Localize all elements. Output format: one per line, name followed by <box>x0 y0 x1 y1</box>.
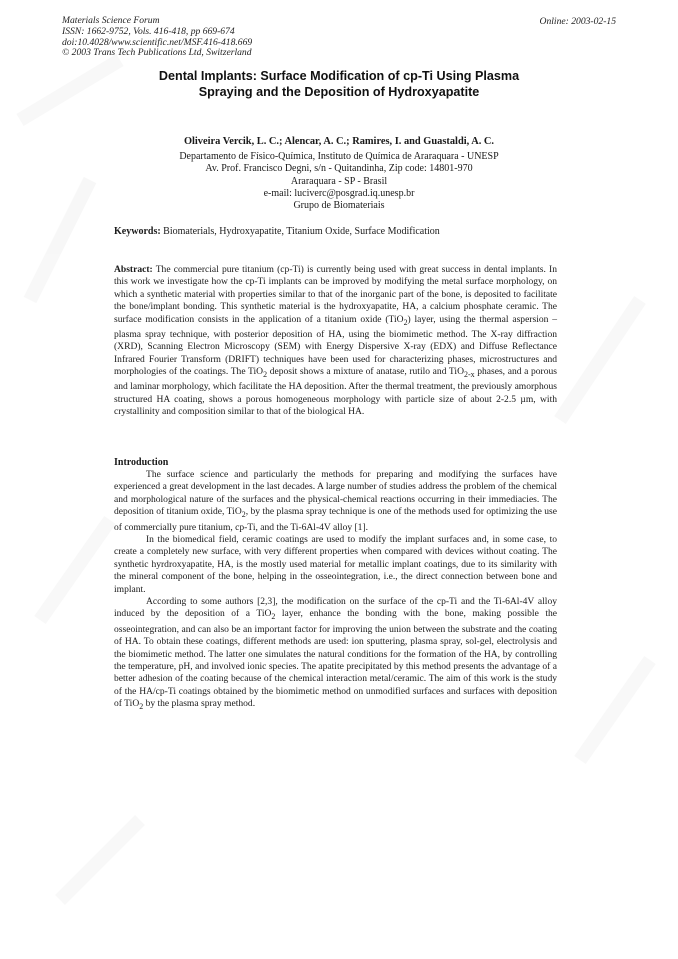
subscript: 2 <box>263 370 268 380</box>
affiliation-city: Araraquara - SP - Brasil <box>290 175 388 187</box>
intro-paragraph-2: In the biomedical field, ceramic coatings are used to modify the implant surfaces and, in some case, to create a completely new surface, with very different properties when compared with devices without coating. The synthetic hyrdroxyapatite, HA, is the mostly used material for metallic implant coatings, due to its similarity with the mineral component of the bone, helping in the osseointegration, i.e., the direct connection between bone and implant. <box>114 533 557 595</box>
abstract-text-1: The commercial pure titanium (cp-Ti) is currently being used with great success in dental implants. In this work we investigate how the cp-Ti implants can be improved by modifying the metal surface morphology, on which a synthetic material with properties similar to that of the inorganic part of the bone, is deposited to facilitate the bone/implant bonding. This synthetic material is the hydroxyapatite, HA, a calcium phosphate ceramic. The surface modification consists in the application of a titanium oxide (TiO <box>114 264 557 325</box>
subscript: 2-x <box>463 370 475 380</box>
intro-text: , by the plasma spray technique is one of the methods used for optimizing the use of commercially pure titanium, cp-Ti, and the Ti-6Al-4V alloy [1]. <box>114 506 557 533</box>
affiliation-block <box>100 151 578 212</box>
author-list: Oliveira Vercik, L. C.; Alencar, A. C.; Ramires, I. and Guastaldi, A. C. <box>183 136 495 147</box>
intro-text: The surface science and particularly the methods for preparing and modifying the surfaces have experienced a great development in the last decades. A large number of studies address the problem of the chemical and morphological nature of the surfaces and the physical-chemical reactions occurring in their immediacies. The deposition of titanium oxide, TiO <box>114 469 557 518</box>
intro-text: According to some authors [2,3], the modification on the surface of the cp-Ti and the Ti-6Al-4V alloy induced by the deposition of a TiO <box>114 595 557 620</box>
copyright-line: © 2003 Trans Tech Publications Ltd, Switzerland <box>62 47 252 59</box>
subscript: 2 <box>241 510 246 520</box>
abstract-text-4: phases, and a porous and laminar morphology, which facilitate the HA deposition. After the thermal treatment, the previously amorphous structured HA coating, shows a porous homogeneous morphology with particle size of about 2-2.5 µm, with crystallinity and composition similar to that of the biological HA. <box>114 366 557 418</box>
subscript: 2 <box>271 612 276 622</box>
keywords-text: Biomaterials, Hydroxyapatite, Titanium Oxide, Surface Modification <box>160 226 440 237</box>
keywords-line <box>114 226 440 237</box>
intro-paragraph-1 <box>114 469 557 534</box>
abstract-paragraph <box>114 264 557 419</box>
affiliation-department: Departamento de Físico-Química, Instituto de Química de Araraquara - UNESP <box>179 151 499 162</box>
journal-name: Materials Science Forum <box>62 15 160 26</box>
intro-paragraph-3 <box>114 596 557 713</box>
introduction-heading: Introduction <box>114 457 169 468</box>
title-line-1: Dental Implants: Surface Modification of cp-Ti Using Plasma <box>158 69 520 83</box>
keywords-label: Keywords: <box>114 226 161 237</box>
title-line-2: Spraying and the Deposition of Hydroxyapatite <box>198 84 480 99</box>
intro-text: layer, enhance the bonding with the bone, making possible the osseointegration, and can also be an important factor for improving the union between the substrate and the coating of HA. To obtain these coatings, different methods are used: ion sputtering, plasma spray, sol-gel, electrolysis and the biomimetic method. The latter one simulates the natural conditions for the formation of the HA, by controlling the temperature, pH, and involved ionic species. The apatite precipitated by this method presents the advantage of a better adhesion of the coating because of the chemical interaction metal/ceramic. The aim of this work is the study of the HA/cp-Ti coatings obtained by the biomimetic method on unmodified surfaces and surfaces with deposition of TiO <box>114 608 557 710</box>
intro-text: by the plasma spray method. <box>143 698 256 710</box>
abstract-label: Abstract: <box>114 264 153 275</box>
paper-title <box>100 69 578 100</box>
abstract-text-3: deposit shows a mixture of anatase, rutilo and TiO <box>267 366 464 378</box>
abstract-text-2: ) layer, using the thermal aspersion – plasma spray technique, with posterior deposition of HA, using the biomimetic method. The X-ray diffraction (XRD), Scanning Electron Microscopy (SEM) with Energy Dispersive X-ray (EDX) and Diffuse Reflectance Infrared Fourier Transform (DRIFT) techniques have been used for characterizing phases, microstructures and morphologies of the coatings. The TiO <box>114 313 557 378</box>
affiliation-email: e-mail: luciverc@posgrad.iq.unesp.br <box>263 187 415 199</box>
affiliation-address: Av. Prof. Francisco Degni, s/n - Quitandinha, Zip code: 14801-970 <box>205 163 473 175</box>
introduction-body <box>114 469 557 713</box>
doi-line: doi:10.4028/www.scientific.net/MSF.416-418.669 <box>62 36 253 48</box>
issn-line: ISSN: 1662-9752, Vols. 416-418, pp 669-674 <box>62 25 235 37</box>
affiliation-group: Grupo de Biomateriais <box>293 200 385 212</box>
subscript: 2 <box>403 317 408 327</box>
journal-metadata <box>62 16 252 59</box>
online-date: Online: 2003-02-15 <box>539 16 616 27</box>
subscript: 2 <box>139 702 144 712</box>
